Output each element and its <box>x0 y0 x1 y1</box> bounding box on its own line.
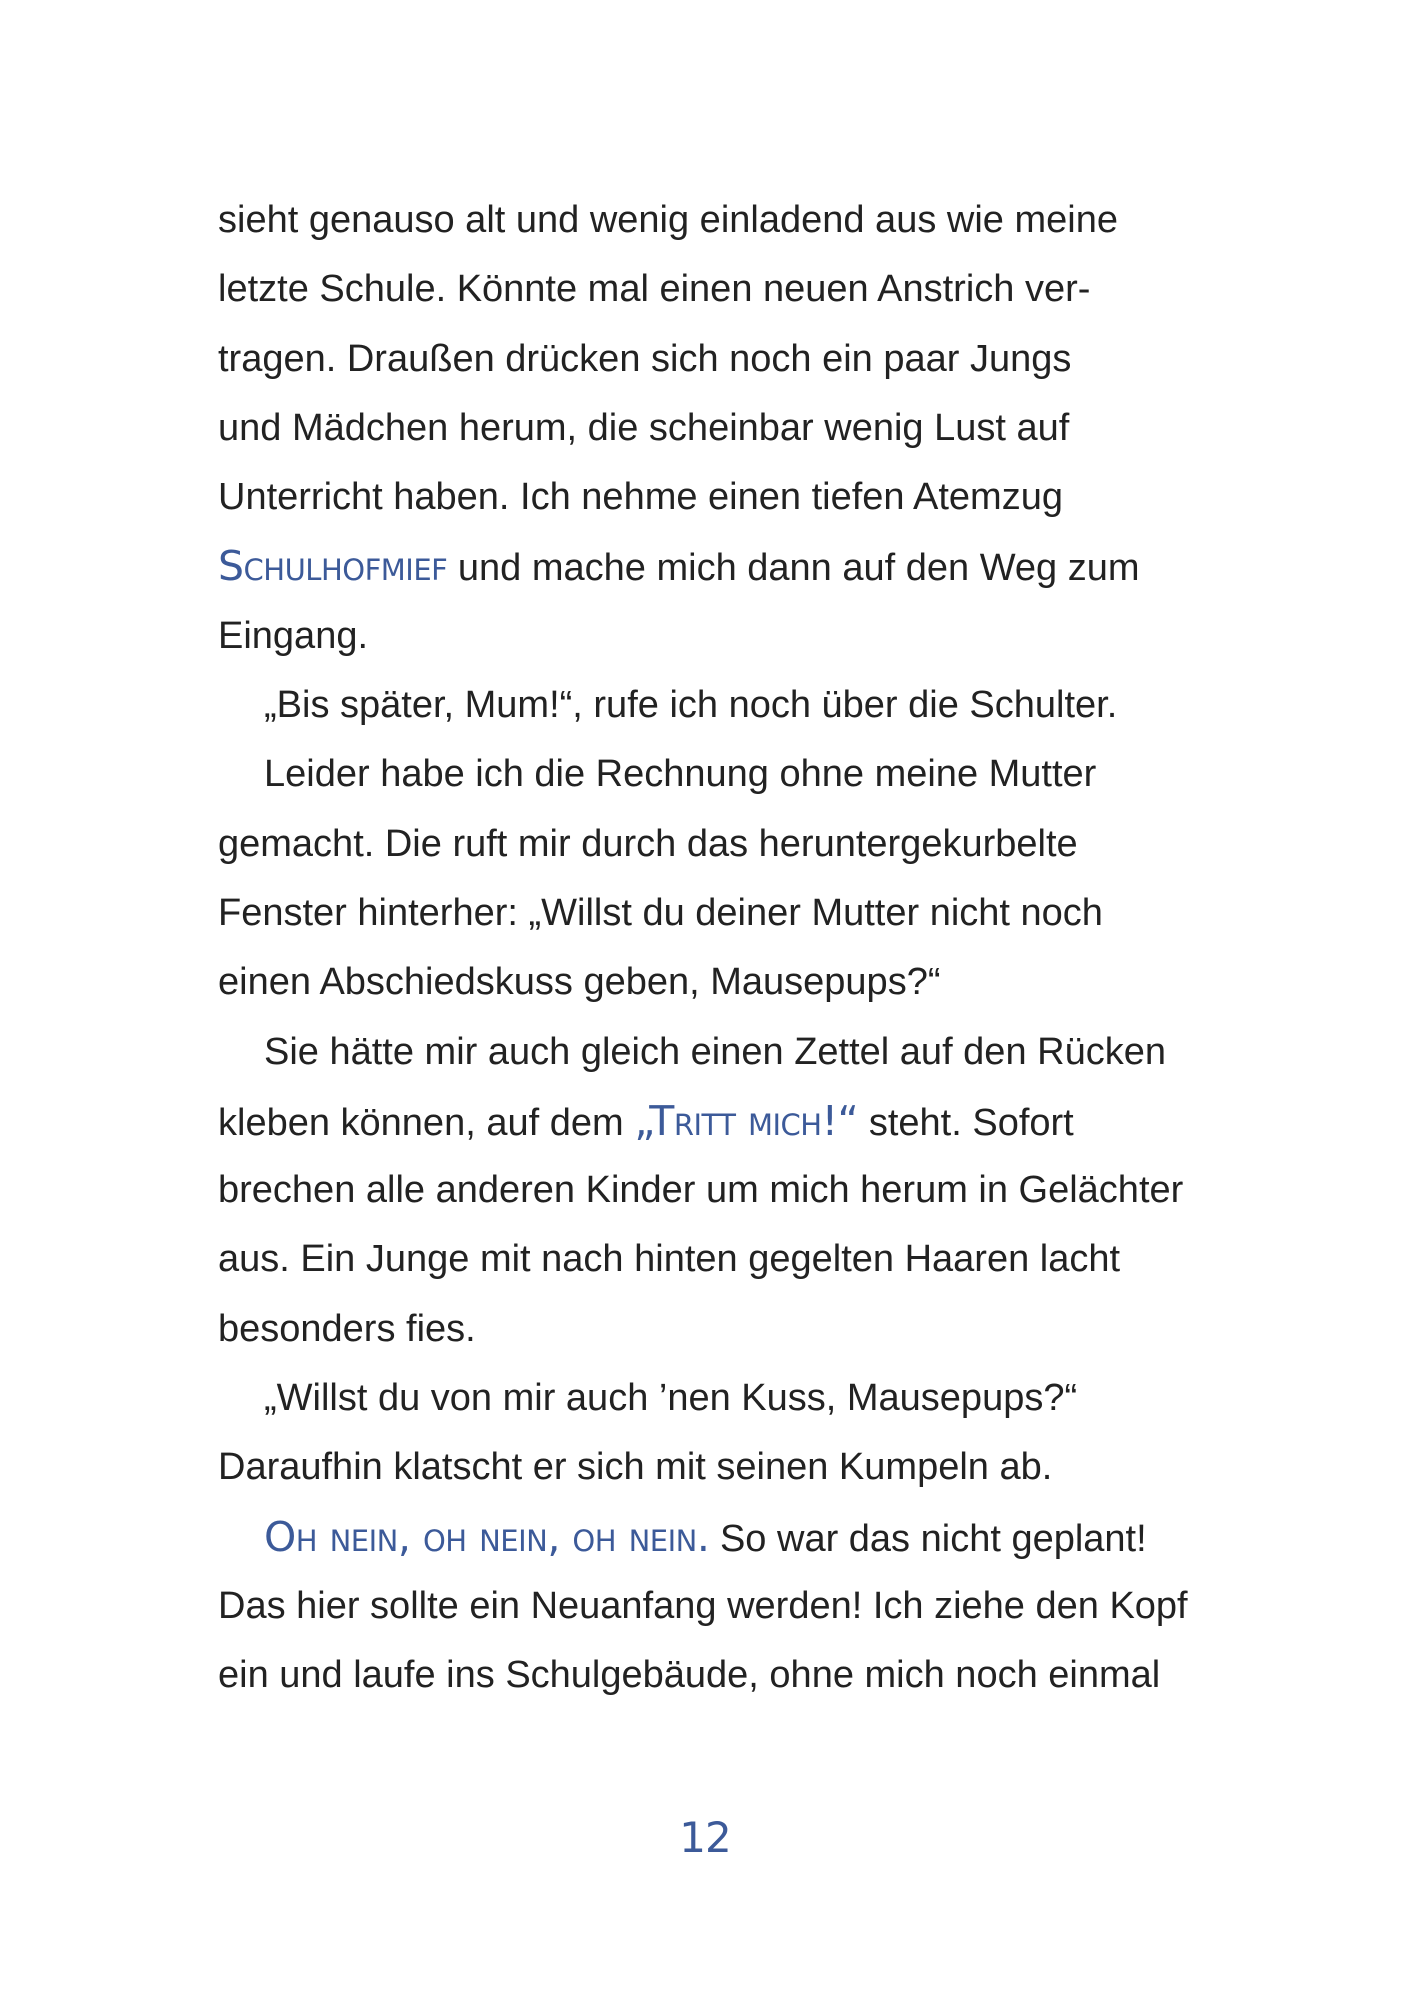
paragraph <box>218 186 1338 671</box>
text-line: Fenster hinterher: „Willst du deiner Mutter nicht noch <box>218 891 1103 934</box>
text-segment: kleben können, auf dem <box>218 1101 635 1144</box>
display-text: Schulhofmief <box>218 542 448 591</box>
paragraph <box>218 740 1338 1017</box>
text-line: aus. Ein Junge mit nach hinten gegelten Haaren lacht <box>218 1238 1121 1281</box>
page-body <box>218 186 1338 1711</box>
text-line: Sie hätte mir auch gleich einen Zettel auf den Rücken <box>264 1030 1166 1073</box>
text-line <box>218 1503 1338 1572</box>
text-line: besonders fies. <box>218 1307 476 1350</box>
paragraph <box>218 1018 1338 1364</box>
display-text: Oh nein, oh nein, oh nein. <box>264 1512 710 1561</box>
page-number: 12 <box>679 1813 731 1862</box>
text-line: einen Abschiedskuss geben, Mausepups?“ <box>218 961 941 1004</box>
text-line: Leider habe ich die Rechnung ohne meine Mutter <box>264 753 1097 796</box>
text-line: Das hier sollte ein Neuanfang werden! Ich ziehe den Kopf <box>218 1584 1188 1627</box>
text-line: ein und laufe ins Schulgebäude, ohne mich noch einmal <box>218 1654 1161 1697</box>
paragraph <box>218 671 1338 740</box>
text-line: letzte Schule. Könnte mal einen neuen Anstrich ver- <box>218 268 1091 311</box>
text-segment: und mache mich dann auf den Weg zum <box>447 547 1140 590</box>
paragraph <box>218 1503 1338 1711</box>
text-line: sieht genauso alt und wenig einladend aus wie meine <box>218 199 1118 241</box>
text-segment: steht. Sofort <box>858 1101 1074 1144</box>
text-line: „Bis später, Mum!“, rufe ich noch über die Schulter. <box>264 684 1118 727</box>
text-line: Eingang. <box>218 614 369 657</box>
text-line: tragen. Draußen drücken sich noch ein paar Jungs <box>218 337 1072 380</box>
text-line: „Willst du von mir auch ’nen Kuss, Mausepups?“ <box>264 1377 1078 1420</box>
text-line: Daraufhin klatscht er sich mit seinen Kumpeln ab. <box>218 1446 1053 1489</box>
text-line: brechen alle anderen Kinder um mich herum in Gelächter <box>218 1169 1184 1212</box>
display-text: „Tritt mich!“ <box>634 1096 859 1145</box>
text-line <box>218 532 1338 601</box>
text-line <box>218 1087 1338 1156</box>
paragraph <box>218 1364 1338 1503</box>
text-line: gemacht. Die ruft mir durch das heruntergekurbelte <box>218 822 1078 865</box>
text-line: Unterricht haben. Ich nehme einen tiefen Atemzug <box>218 476 1063 519</box>
text-segment: So war das nicht geplant! <box>709 1517 1147 1560</box>
text-line: und Mädchen herum, die scheinbar wenig Lust auf <box>218 406 1070 449</box>
